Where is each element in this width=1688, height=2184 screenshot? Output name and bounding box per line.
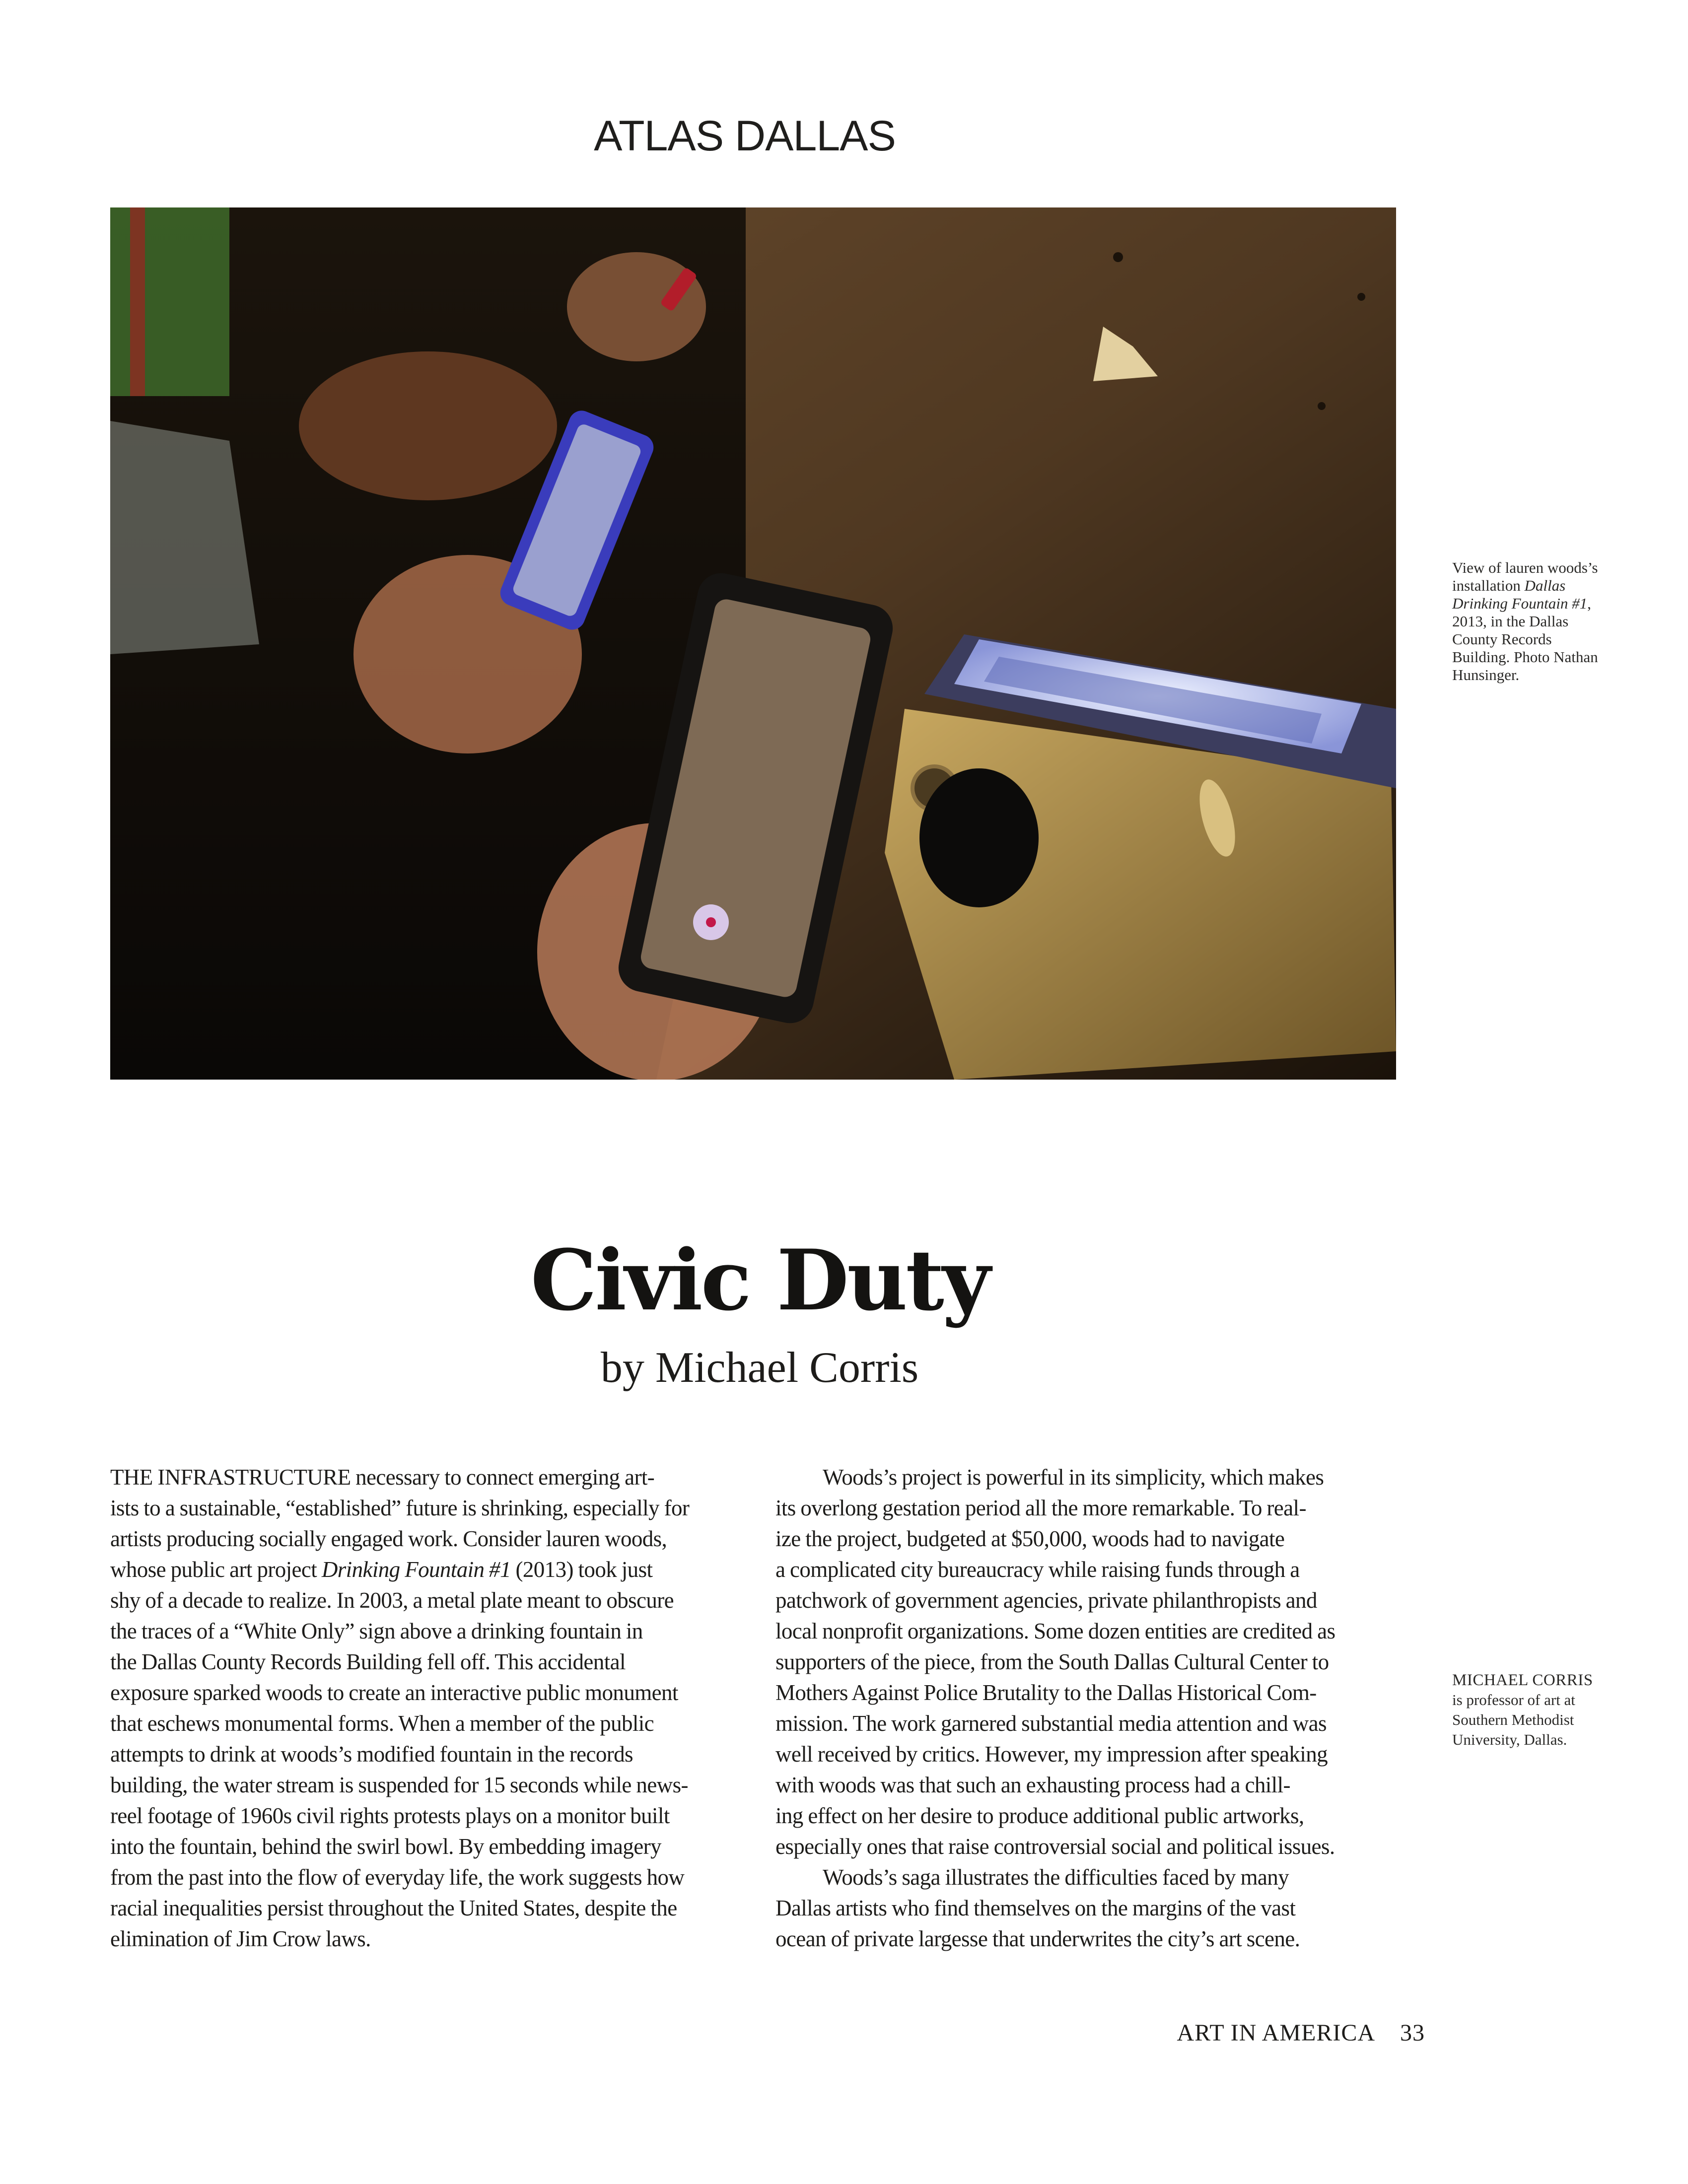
body-line: Dallas artists who find themselves on the margins of the vast [775, 1896, 1296, 1920]
body-line: exposure sparked woods to create an interactive public monument [110, 1680, 678, 1705]
body-text: whose public art project [110, 1557, 322, 1582]
body-line: ize the project, budgeted at $50,000, woods had to navigate [775, 1526, 1285, 1551]
page-number: 33 [1400, 2020, 1425, 2046]
photo-illustration [110, 207, 1396, 1080]
installation-photo [110, 207, 1396, 1080]
body-line: mission. The work garnered substantial media attention and was [775, 1711, 1327, 1736]
photo-caption [1452, 559, 1611, 684]
caption-post: , 2013, in the Dallas County Records Building. Photo Nathan Hunsinger. [1452, 595, 1598, 683]
body-line: local nonprofit organizations. Some dozen entities are credited as [775, 1619, 1336, 1643]
publication-name: ART IN AMERICA [1177, 2020, 1375, 2046]
bio-line: is professor of art at [1452, 1691, 1575, 1708]
body-line: ists to a sustainable, “established” future is shrinking, especially for [110, 1496, 690, 1520]
body-line: racial inequalities persist throughout the United States, despite the [110, 1896, 677, 1920]
body-line: attempts to drink at woods’s modified fountain in the records [110, 1742, 633, 1767]
body-line: its overlong gestation period all the more remarkable. To real- [775, 1496, 1306, 1520]
bio-line: University, Dallas. [1452, 1731, 1567, 1748]
body-line: elimination of Jim Crow laws. [110, 1926, 371, 1951]
body-line: ocean of private largesse that underwrites the city’s art scene. [775, 1926, 1300, 1951]
body-line: the Dallas County Records Building fell off. This accidental [110, 1649, 626, 1674]
body-line: with woods was that such an exhausting process had a chill- [775, 1773, 1290, 1797]
body-line: patchwork of government agencies, private philanthropists and [775, 1588, 1317, 1613]
body-line: that eschews monumental forms. When a member of the public [110, 1711, 654, 1736]
body-line: Mothers Against Police Brutality to the Dallas Historical Com- [775, 1680, 1317, 1705]
body-line: ing effect on her desire to produce additional public artworks, [775, 1803, 1304, 1828]
body-line: Woods’s saga illustrates the difficulties faced by many [823, 1865, 1289, 1890]
body-line: artists producing socially engaged work. Consider lauren woods, [110, 1526, 667, 1551]
body-line: supporters of the piece, from the South Dallas Cultural Center to [775, 1649, 1329, 1674]
article-title: Civic Duty [530, 1231, 989, 1329]
author-name: MICHAEL CORRIS [1452, 1671, 1593, 1689]
article-byline: by Michael Corris [600, 1344, 919, 1392]
article-column-1 [110, 1462, 737, 1954]
section-header: ATLAS DALLAS [594, 112, 896, 160]
body-line: reel footage of 1960s civil rights protests plays on a monitor built [110, 1803, 670, 1828]
page-footer [1127, 2019, 1425, 2047]
body-line: a complicated city bureaucracy while raising funds through a [775, 1557, 1300, 1582]
body-line: shy of a decade to realize. In 2003, a metal plate meant to obscure [110, 1588, 674, 1613]
body-text: (2013) took just [510, 1557, 653, 1582]
body-line: THE INFRASTRUCTURE necessary to connect emerging art- [110, 1465, 655, 1490]
article-column-2 [775, 1462, 1402, 1954]
body-line: especially ones that raise controversial social and political issues. [775, 1834, 1335, 1859]
artwork-title: Drinking Fountain #1 [321, 1557, 511, 1582]
caption-pre: View of lauren woods’s installation [1452, 559, 1598, 594]
body-line: Woods’s project is powerful in its simplicity, which makes [823, 1465, 1324, 1490]
caption-artwork-title: Dallas Drinking Fountain #1 [1452, 577, 1588, 612]
body-line: into the fountain, behind the swirl bowl. By embedding imagery [110, 1834, 661, 1859]
body-line: from the past into the flow of everyday life, the work suggests how [110, 1865, 685, 1890]
body-line: building, the water stream is suspended for 15 seconds while news- [110, 1773, 688, 1797]
bio-line: Southern Methodist [1452, 1711, 1574, 1728]
body-line [110, 1554, 737, 1585]
body-line: the traces of a “White Only” sign above a drinking fountain in [110, 1619, 643, 1643]
body-line: well received by critics. However, my impression after speaking [775, 1742, 1328, 1767]
author-bio [1452, 1670, 1621, 1750]
